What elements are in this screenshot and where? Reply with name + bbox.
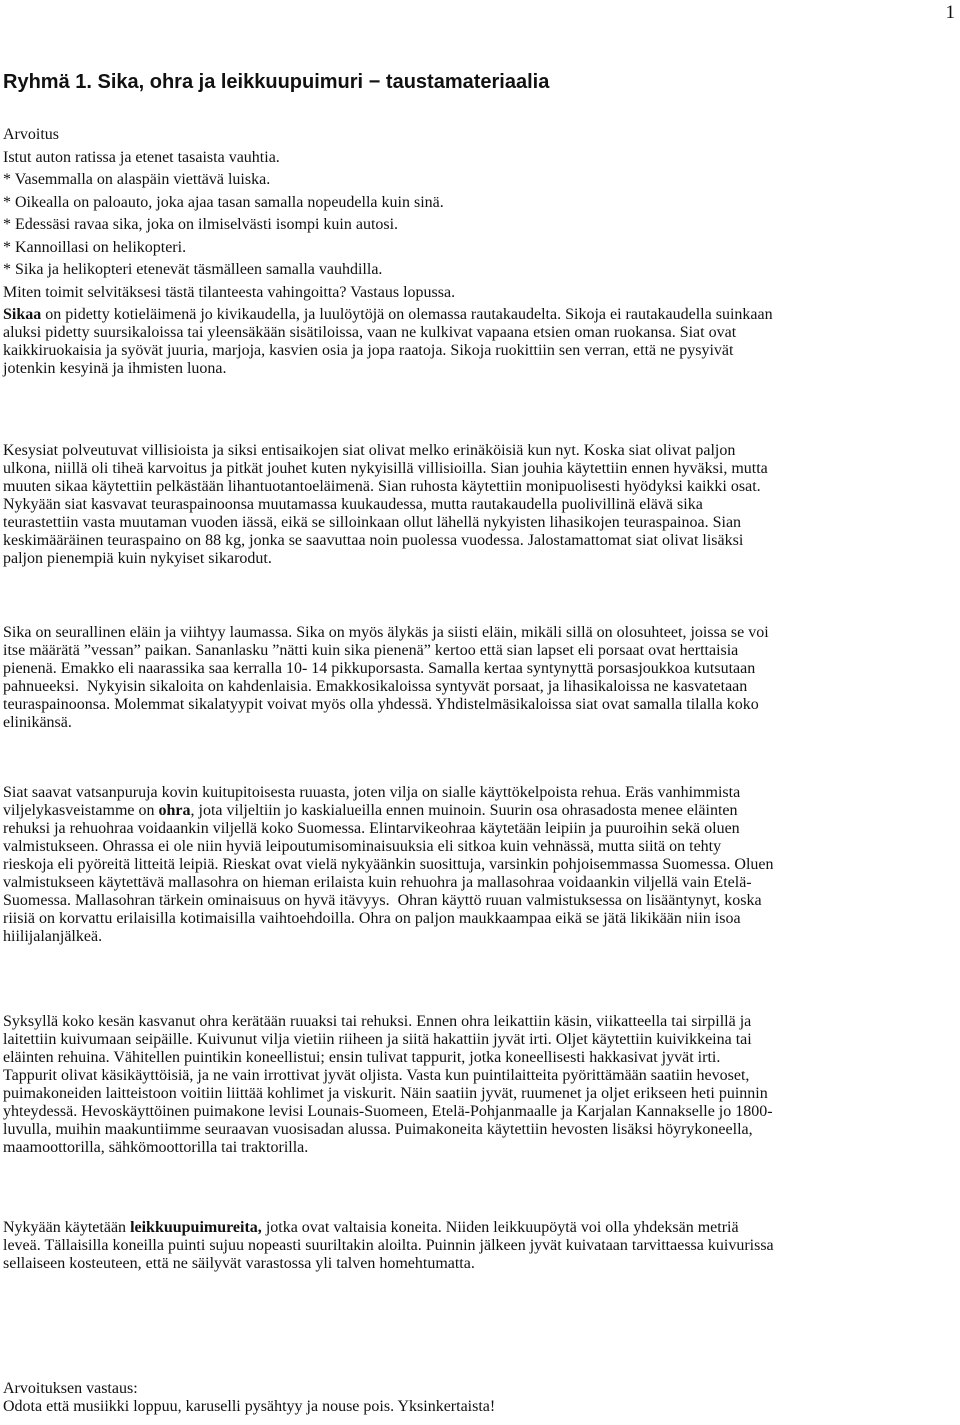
paragraph-line — [3, 1219, 957, 1237]
text-run: muuten sikaa käytettiin pelkästään lihantuotantoeläimenä. Sian ruhosta käytettiin monipuolisesti hyödyksi kaikki osat. — [3, 478, 761, 495]
document-title: Ryhmä 1. Sika, ohra ja leikkuupuimuri − taustamateriaalia — [3, 71, 550, 93]
text-run: ulkona, niillä oli tiheä karvoitus ja pitkät jouhet kuten nykyisillä villisioilla. Sian jouhia käytettiin ennen hyväksi, mutta — [3, 460, 768, 477]
paragraph-line — [3, 1255, 957, 1273]
text-run: leveä. Tällaisilla koneilla puinti sujuu nopeasti suuriltakin aloilta. Puinnin jälkeen jyvät kuivataan tarvittaessa kuivurissa — [3, 1237, 774, 1254]
paragraph-ohra — [3, 784, 957, 946]
paragraph-line — [3, 1031, 957, 1049]
paragraph-line — [3, 496, 957, 514]
paragraph-line — [3, 820, 957, 838]
text-run: Kesysiat polveutuvat villisioista ja siksi entisaikojen siat olivat melko erinäköisiä kun nyt. Koska siat olivat paljon — [3, 442, 736, 459]
text-run: riisiä on korvattu erilaisilla kotimaisilla vaihtoehdoilla. Ohra on paljon maukkaampaa eikä se jätä likikään niin isoa — [3, 910, 741, 927]
paragraph-line — [3, 714, 957, 732]
text-run: on pidetty kotieläimenä jo kivikaudella, ja luulöytöjä on olemassa rautakaudelta. Sikoja ei rautakaudella suinkaan — [41, 306, 773, 323]
text-run: viljelykasveistamme on — [3, 802, 159, 819]
text-run: valmistukseen käytettävä mallasohra on hieman erilaista kuin rehuohra ja mallasohraa voidaankin viljellä vain Etelä- — [3, 874, 752, 891]
text-run: jotka ovat valtaisia koneita. Niiden leikkuupöytä voi olla yhdeksän metriä — [261, 1219, 739, 1236]
paragraph-line — [3, 874, 957, 892]
text-run: aluksi pidetty suursikaloissa tai yleensäkään sisätiloissa, vaan ne kulkivat vapaana etsien oman ruokansa. Siat ovat — [3, 324, 737, 341]
paragraph-line — [3, 660, 957, 678]
text-run: pahnueeksi. Nykyisin sikaloita on kahdenlaisia. Emakkosikaloissa syntyvät porsaat, ja lihasikaloissa ne kasvatetaan — [3, 678, 748, 695]
answer-section — [3, 1380, 957, 1416]
riddle-line: * Sika ja helikopteri etenevät täsmälleen samalla vauhdilla. — [3, 261, 383, 278]
text-run: Sika on seurallinen eläin ja viihtyy laumassa. Sika on myös älykäs ja siisti eläin, mikäli sillä on olosuhteet, joissa se voi — [3, 624, 769, 641]
paragraph-line — [3, 1049, 957, 1067]
text-run: Nykyään siat kasvavat teuraspainoonsa muutamassa kuukaudessa, mutta rautakaudella puolivillinä elävä sika — [3, 496, 703, 513]
paragraph-line — [3, 802, 957, 820]
paragraph-line — [3, 1013, 957, 1031]
text-run: Suomessa. Mallasohran tärkein ominaisuus on hyvä itävyys. Ohran käyttö ruuan valmistuksessa on lisääntynyt, koska — [3, 892, 762, 909]
text-run: Syksyllä koko kesän kasvanut ohra kerätään ruuaksi tai rehuksi. Ennen ohra leikattiin käsin, viikatteella tai sirpillä ja — [3, 1013, 752, 1030]
text-run: kaikkiruokaisia ja syövät juuria, marjoja, kasvien osia ja jopa raatoja. Sikoja ruokittiin sen verran, että ne pysyivät — [3, 342, 734, 359]
paragraph-line — [3, 1085, 957, 1103]
paragraph-line — [3, 342, 957, 360]
bold-term: leikkuupuimureita, — [130, 1219, 262, 1236]
text-run: , jota viljeltiin jo kaskialueilla ennen muinoin. Suurin osa ohrasadosta menee eläinten — [190, 802, 738, 819]
text-run: Nykyään käytetään — [3, 1219, 131, 1236]
text-run: eläinten rehuina. Vähitellen puintikin koneellistui; ensin tulivat tappurit, jotka koneellisesti hakkasivat jyvät irti. — [3, 1049, 721, 1066]
paragraph-line — [3, 360, 957, 378]
paragraph-line — [3, 696, 957, 714]
paragraph-line — [3, 838, 957, 856]
paragraph-line — [3, 306, 957, 324]
text-run: jotenkin kesyinä ja ihmisten luona. — [3, 360, 227, 377]
paragraph-line — [3, 928, 957, 946]
text-run: laitettiin kuivumaan seipäille. Kuivunut vilja vietiin riiheen ja siitä hakattiin jyvät irti. Oljet käytettiin kuivikkeina tai — [3, 1031, 752, 1048]
riddle-line: * Oikealla on paloauto, joka ajaa tasan samalla nopeudella kuin sinä. — [3, 193, 444, 211]
paragraph-leikkuupuimuri — [3, 1219, 957, 1273]
paragraph-line — [3, 910, 957, 928]
text-run: Tappurit olivat käsikäyttöisiä, ja ne vain irrottivat jyvät oljista. Vasta kun puintilaitteita pyörittämään saatiin hevoset, — [3, 1067, 750, 1084]
paragraph-line — [3, 678, 957, 696]
text-run: teurastettiin vasta muutaman vuoden iässä, eikä se silloinkaan ollut lähellä nykyisten lihasikojen teuraspainoa. Sian — [3, 514, 742, 531]
text-run: paljon pienempiä kuin nykyiset sikarodut. — [3, 550, 272, 567]
paragraph-line — [3, 1139, 957, 1157]
text-run: sellaiseen kosteuteen, että ne säilyvät varastossa yli talven homehtumatta. — [3, 1255, 475, 1272]
riddle-line: * Vasemmalla on alaspäin viettävä luiska. — [3, 171, 271, 188]
text-run: Siat saavat vatsanpuruja kovin kuitupitoisesta ruuasta, joten vilja on sialle käyttökelpoista rehua. Eräs vanhimmista — [3, 784, 741, 801]
text-run: maamoottorilla, sähkömoottorilla tai traktorilla. — [3, 1139, 309, 1156]
paragraph-line — [3, 478, 957, 496]
paragraph-line — [3, 1121, 957, 1139]
answer-heading: Arvoituksen vastaus: — [3, 1380, 138, 1397]
text-run: pienenä. Emakko eli naarassika saa kerralla 10- 14 pikkuporsasta. Samalla kertaa syntynyttä porsasjoukkoa kutsutaan — [3, 660, 756, 677]
bold-term: ohra — [158, 802, 191, 819]
text-run: puimakoneiden laitteistoon voitiin liittää kohlimet ja viskurit. Näin saatiin jyvät, ruumenet ja oljet erikseen heti puinnin — [3, 1085, 768, 1102]
text-run: valmistukseen. Ohrassa ei ole niin hyviä leipoutumisominaisuuksia eli sitkoa kuin vehnässä, mutta siitä on tehty — [3, 838, 722, 855]
paragraph-sika-history — [3, 306, 957, 378]
paragraph-line — [3, 324, 957, 342]
paragraph-line — [3, 1237, 957, 1255]
text-run: itse määrätä ”vessan” paikan. Sananlasku ”nätti kuin sika pienenä” kertoo että sian lapset eli porsaat ovat herttaisia — [3, 642, 739, 659]
paragraph-puinti — [3, 1013, 957, 1157]
riddle-line: * Kannoillasi on helikopteri. — [3, 238, 187, 256]
bold-term: Sikaa — [3, 306, 42, 323]
text-run: luvulla, muihin maakuntiimme seuraavan vuosisadan alussa. Puimakoneita käytettiin hevosten lisäksi höyrykoneella, — [3, 1121, 753, 1138]
riddle-heading: Arvoitus — [3, 126, 59, 143]
riddle-section — [3, 124, 957, 304]
answer-text: Odota että musiikki loppuu, karuselli pysähtyy ja nouse pois. Yksinkertaista! — [3, 1398, 496, 1415]
riddle-line: Miten toimit selvitäksesi tästä tilanteesta vahingoitta? Vastaus lopussa. — [3, 283, 456, 301]
text-run: teuraspainoonsa. Molemmat sikalatyypit voivat myös olla yhdessä. Yhdistelmäsikaloissa siat ovat samalla tilalla koko — [3, 696, 759, 713]
text-run: rieskoja eli pyöreitä litteitä leipiä. Rieskat ovat vielä nykyäänkin suosittuja, varsinkin pohjoisemmassa Suomessa. Oluen — [3, 856, 774, 873]
paragraph-line — [3, 1067, 957, 1085]
paragraph-line — [3, 856, 957, 874]
paragraph-line — [3, 784, 957, 802]
paragraph-line — [3, 1103, 957, 1121]
text-run: hiilijalanjälkeä. — [3, 928, 103, 945]
riddle-line: * Edessäsi ravaa sika, joka on ilmiselvästi isompi kuin autosi. — [3, 216, 399, 233]
text-run: elinikänsä. — [3, 714, 72, 731]
page-number: 1 — [945, 2, 955, 23]
paragraph-line — [3, 532, 957, 550]
paragraph-sika-behaviour — [3, 624, 957, 732]
paragraph-line — [3, 550, 957, 568]
paragraph-line — [3, 642, 957, 660]
text-run: yhteydessä. Hevoskäyttöinen puimakone levisi Lounais-Suomeen, Etelä-Pohjanmaalle ja Karjalan Kannakselle jo 1800- — [3, 1103, 773, 1120]
riddle-line: Istut auton ratissa ja etenet tasaista vauhtia. — [3, 148, 280, 166]
paragraph-line — [3, 514, 957, 532]
paragraph-line — [3, 624, 957, 642]
paragraph-line — [3, 892, 957, 910]
text-run: keskimääräinen teuraspaino on 88 kg, jonka se saavuttaa noin puolessa vuodessa. Jalostamattomat siat olivat lisäksi — [3, 532, 744, 549]
paragraph-kesysiat — [3, 442, 957, 568]
text-run: rehuksi ja rehuohraa voidaankin viljellä koko Suomessa. Elintarvikeohraa käytetään leipiin ja puuroihin sekä oluen — [3, 820, 740, 837]
paragraph-line — [3, 442, 957, 460]
paragraph-line — [3, 460, 957, 478]
